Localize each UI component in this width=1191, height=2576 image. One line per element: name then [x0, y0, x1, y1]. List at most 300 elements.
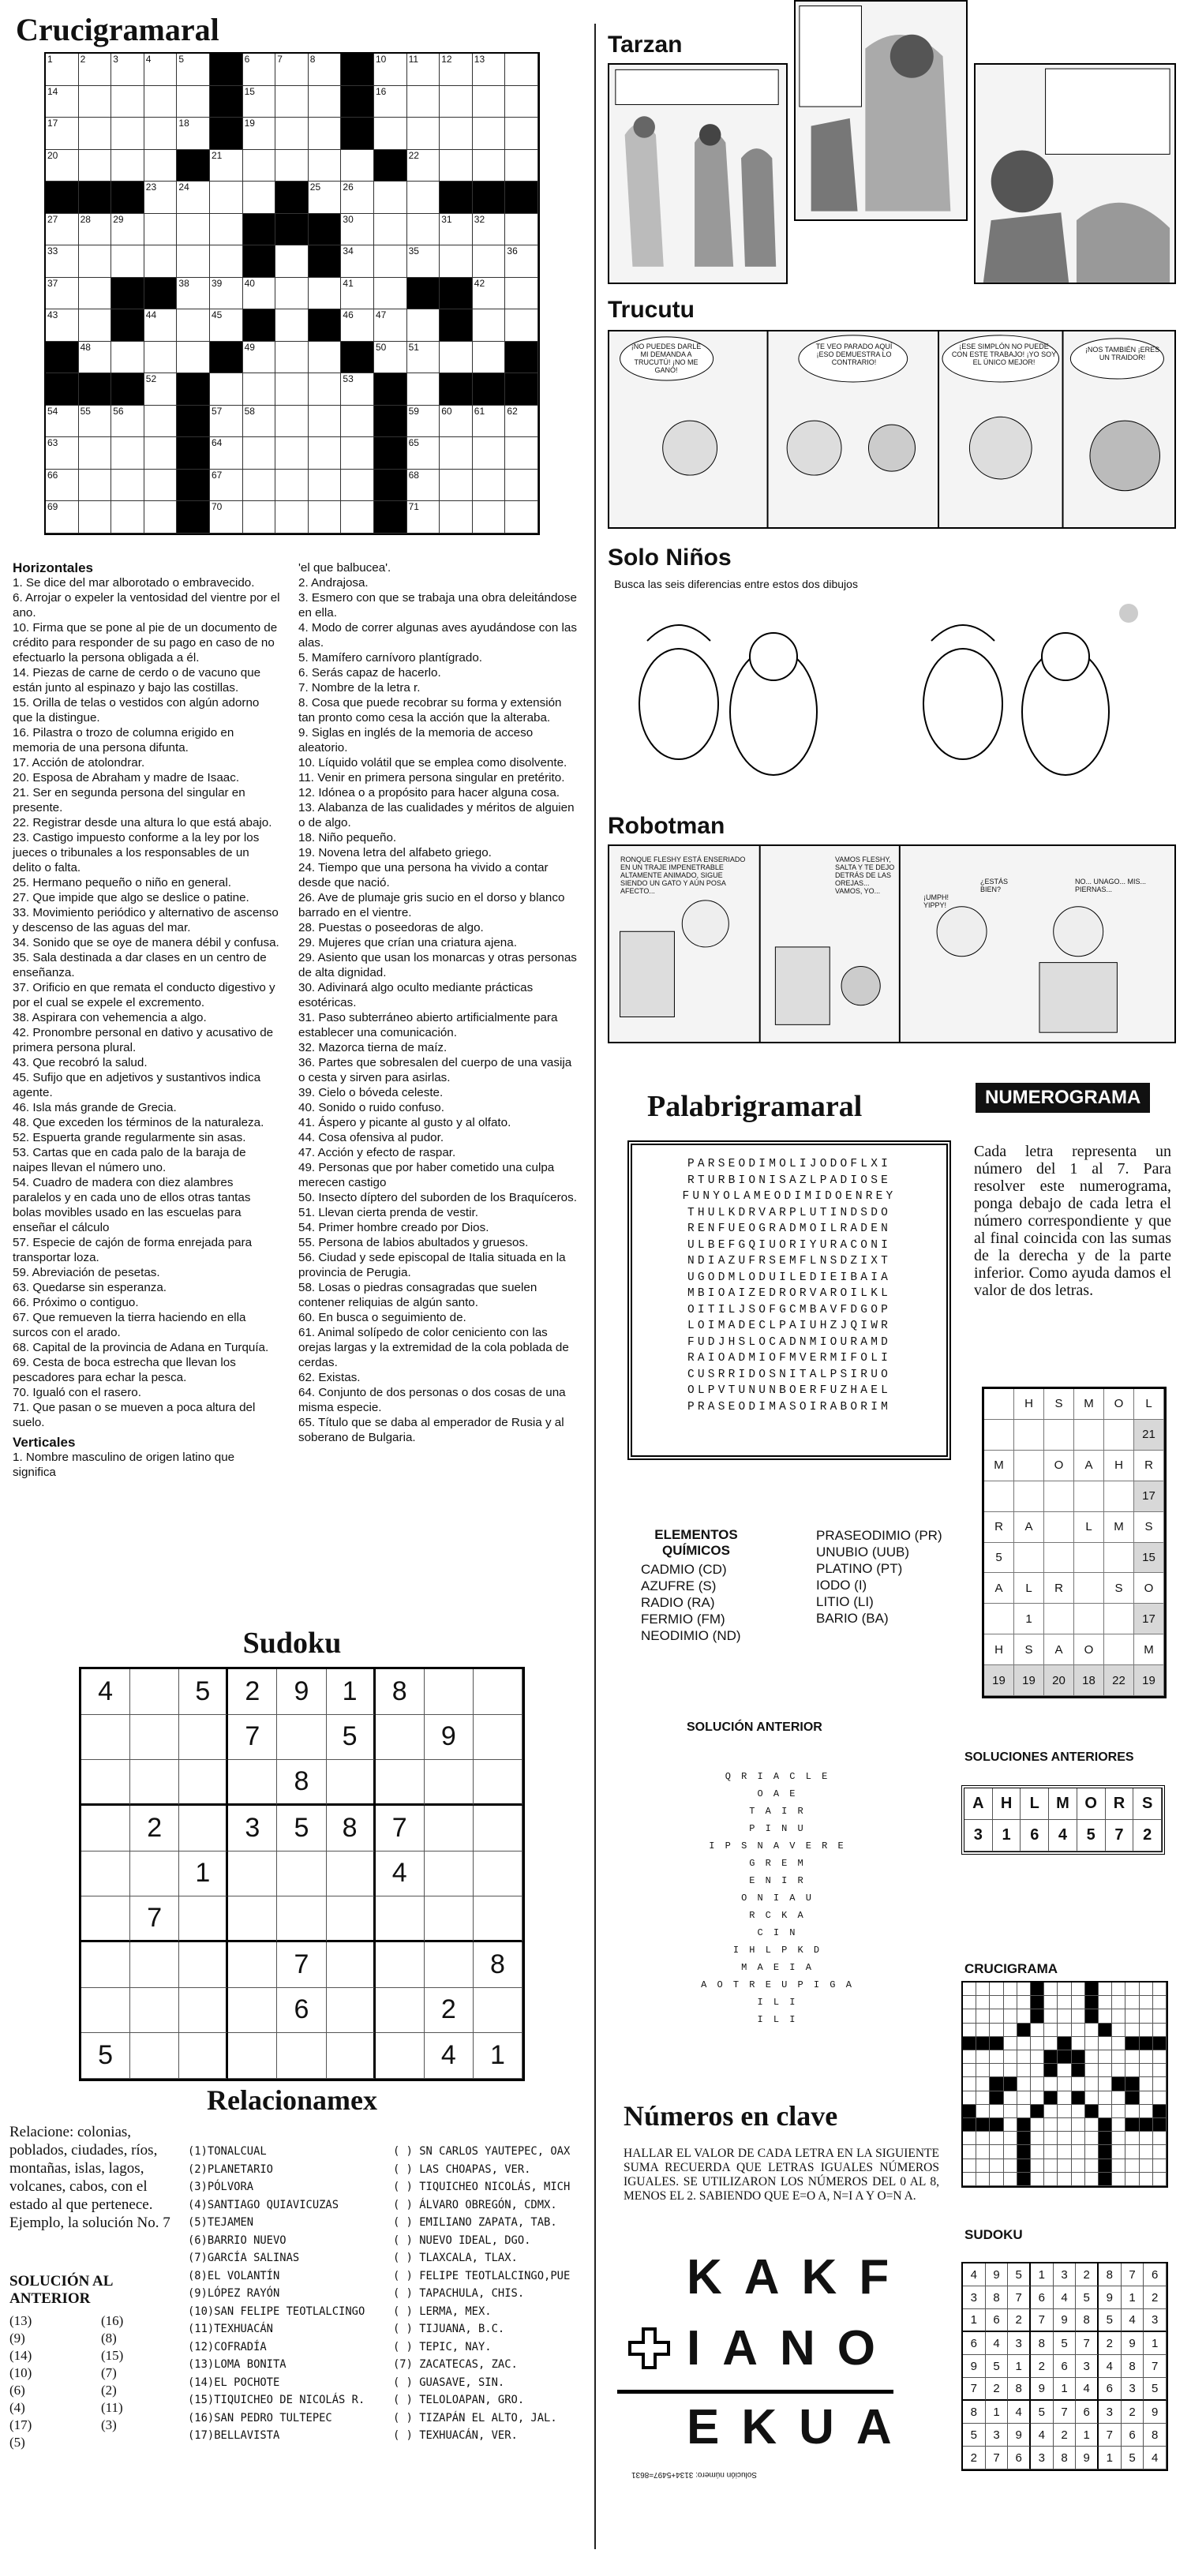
crossword-cell[interactable] — [243, 373, 276, 406]
sudoku-cell[interactable] — [228, 2033, 277, 2079]
crossword-cell[interactable]: 1 — [46, 54, 79, 86]
crossword-cell[interactable]: 18 — [177, 118, 210, 150]
sudoku-cell[interactable] — [130, 1988, 179, 2034]
crucigrama-solution-cell — [1125, 1983, 1139, 1996]
crossword-cell[interactable]: 11 — [407, 54, 440, 86]
crossword-cell[interactable] — [210, 245, 243, 278]
crossword-grid[interactable] — [44, 52, 540, 535]
crossword-cell[interactable]: 42 — [473, 278, 506, 310]
crossword-cell[interactable] — [407, 214, 440, 246]
sudoku-cell[interactable] — [179, 1760, 228, 1806]
crossword-cell[interactable] — [79, 86, 112, 118]
numerograma-cell[interactable] — [1074, 1420, 1104, 1451]
sudoku-cell[interactable] — [130, 1669, 179, 1715]
numerograma-cell: A — [1014, 1512, 1044, 1543]
crossword-cell[interactable]: 35 — [407, 245, 440, 278]
numerograma-cell[interactable] — [1104, 1604, 1134, 1634]
sudoku-cell[interactable] — [228, 1896, 277, 1942]
numerograma-cell[interactable] — [1044, 1512, 1074, 1543]
numerograma-cell[interactable] — [1044, 1604, 1074, 1634]
sudoku-cell[interactable] — [425, 1852, 474, 1897]
crossword-cell[interactable] — [144, 501, 178, 534]
numerograma-cell[interactable] — [1074, 1543, 1104, 1574]
crossword-cell[interactable] — [210, 214, 243, 246]
sudoku-cell[interactable] — [130, 1852, 179, 1897]
crossword-cell[interactable] — [341, 437, 374, 470]
crossword-cell[interactable] — [505, 86, 538, 118]
sudoku-cell[interactable] — [327, 2033, 376, 2079]
crossword-cell[interactable] — [407, 309, 440, 342]
numerograma-cell[interactable] — [984, 1420, 1014, 1451]
sudoku-cell[interactable] — [179, 1715, 228, 1761]
sudoku-cell[interactable] — [327, 1896, 376, 1942]
crucigrama-solution-cell — [1004, 2009, 1017, 2023]
sudoku-cell[interactable] — [277, 1715, 326, 1761]
crossword-cell[interactable]: 67 — [210, 470, 243, 502]
crucigrama-solution-cell — [1017, 2105, 1031, 2118]
sudoku-cell[interactable] — [327, 1760, 376, 1806]
crossword-cell[interactable] — [505, 214, 538, 246]
crossword-cell[interactable] — [79, 278, 112, 310]
crossword-cell[interactable] — [505, 278, 538, 310]
crossword-cell[interactable]: 68 — [407, 470, 440, 502]
crossword-cell[interactable] — [144, 437, 178, 470]
sudoku-cell[interactable] — [376, 2033, 425, 2079]
clue-horizontal: 21. Ser en segunda persona del singular en presente. — [13, 786, 245, 814]
sudoku-cell[interactable] — [228, 1852, 277, 1897]
crossword-cell[interactable]: 55 — [79, 406, 112, 438]
crossword-cell[interactable] — [341, 406, 374, 438]
sudoku-cell[interactable] — [228, 1760, 277, 1806]
robotman-bubble-5: NO... UNAGO... MIS... PIERNAS... — [1075, 878, 1147, 893]
crossword-cell[interactable] — [111, 342, 144, 374]
crossword-cell[interactable] — [275, 150, 309, 182]
numerograma-cell[interactable] — [1074, 1604, 1104, 1634]
crossword-cell[interactable] — [341, 501, 374, 534]
crossword-cell[interactable] — [111, 501, 144, 534]
crossword-cell[interactable] — [111, 118, 144, 150]
crossword-cell[interactable]: 34 — [341, 245, 374, 278]
crossword-cell[interactable]: 2 — [79, 54, 112, 86]
crossword-cell[interactable]: 46 — [341, 309, 374, 342]
numerograma-solution-cell: O — [1077, 1788, 1106, 1820]
crossword-cell[interactable] — [275, 342, 309, 374]
crossword-cell[interactable]: 38 — [177, 278, 210, 310]
crossword-cell[interactable]: 70 — [210, 501, 243, 534]
crossword-cell[interactable]: 48 — [79, 342, 112, 374]
crossword-cell[interactable]: 69 — [46, 501, 79, 534]
crossword-cell[interactable]: 65 — [407, 437, 440, 470]
crossword-cell[interactable]: 45 — [210, 309, 243, 342]
crossword-cell[interactable]: 63 — [46, 437, 79, 470]
numerograma-cell[interactable] — [1074, 1481, 1104, 1512]
crossword-cell[interactable] — [243, 437, 276, 470]
crossword-cell[interactable]: 62 — [505, 406, 538, 438]
crossword-cell[interactable] — [473, 309, 506, 342]
crossword-cell[interactable]: 31 — [440, 214, 473, 246]
crossword-cell[interactable]: 13 — [473, 54, 506, 86]
crossword-cell[interactable] — [505, 309, 538, 342]
crossword-cell[interactable]: 14 — [46, 86, 79, 118]
crossword-cell[interactable]: 16 — [374, 86, 407, 118]
crossword-cell[interactable] — [309, 278, 342, 310]
crossword-cell[interactable]: 36 — [505, 245, 538, 278]
sudoku-cell[interactable] — [179, 1896, 228, 1942]
sudoku-cell[interactable] — [376, 1760, 425, 1806]
relacionamex-state: ( ) LERMA, MEX. — [393, 2305, 492, 2318]
crucigrama-solution-cell — [963, 1983, 976, 1996]
crossword-cell[interactable] — [505, 501, 538, 534]
crossword-cell[interactable] — [79, 118, 112, 150]
crossword-cell[interactable] — [473, 86, 506, 118]
sudoku-cell[interactable] — [81, 1942, 130, 1988]
crossword-cell[interactable]: 57 — [210, 406, 243, 438]
numerograma-cell[interactable] — [1014, 1420, 1044, 1451]
numerograma-cell[interactable] — [1044, 1420, 1074, 1451]
sudoku-cell[interactable] — [474, 1760, 522, 1806]
crossword-cell[interactable]: 43 — [46, 309, 79, 342]
relacionamex-right-list[interactable] — [393, 2143, 570, 2445]
crossword-cell[interactable] — [144, 86, 178, 118]
crossword-cell[interactable] — [407, 118, 440, 150]
numerograma-grid[interactable] — [982, 1387, 1167, 1698]
crossword-cell[interactable] — [473, 150, 506, 182]
crossword-cell[interactable]: 52 — [144, 373, 178, 406]
crossword-cell[interactable]: 19 — [243, 118, 276, 150]
crossword-cell[interactable] — [275, 86, 309, 118]
crossword-cell[interactable]: 56 — [111, 406, 144, 438]
crossword-cell[interactable] — [111, 245, 144, 278]
sudoku-cell[interactable] — [425, 1942, 474, 1988]
crossword-cell[interactable] — [144, 406, 178, 438]
crossword-cell[interactable]: 66 — [46, 470, 79, 502]
crossword-cell[interactable] — [210, 373, 243, 406]
crossword-cell[interactable]: 22 — [407, 150, 440, 182]
crossword-cell[interactable] — [309, 373, 342, 406]
sudoku-cell[interactable] — [277, 1852, 326, 1897]
sudoku-cell[interactable] — [327, 1942, 376, 1988]
crossword-cell[interactable] — [440, 342, 473, 374]
crossword-cell[interactable] — [243, 150, 276, 182]
crossword-cell[interactable] — [144, 214, 178, 246]
crossword-cell[interactable]: 54 — [46, 406, 79, 438]
crossword-cell[interactable]: 49 — [243, 342, 276, 374]
crossword-cell[interactable] — [374, 182, 407, 214]
crossword-cell[interactable]: 53 — [341, 373, 374, 406]
crossword-cell[interactable] — [440, 118, 473, 150]
clue-horizontal: 1. Se dice del mar alborotado o embravecido. — [13, 576, 255, 590]
crossword-cell[interactable] — [275, 245, 309, 278]
crossword-cell[interactable] — [505, 54, 538, 86]
crossword-cell[interactable]: 26 — [341, 182, 374, 214]
crossword-cell[interactable] — [177, 245, 210, 278]
sudoku-cell[interactable] — [474, 1715, 522, 1761]
crossword-cell[interactable]: 61 — [473, 406, 506, 438]
numerograma-cell[interactable] — [1044, 1543, 1074, 1574]
numerograma-cell[interactable] — [1014, 1451, 1044, 1481]
crossword-cell[interactable]: 47 — [374, 309, 407, 342]
numerograma-cell[interactable] — [1014, 1481, 1044, 1512]
crossword-cell[interactable] — [440, 245, 473, 278]
crossword-cell[interactable] — [177, 342, 210, 374]
crossword-cell[interactable] — [309, 150, 342, 182]
crucigrama-solution-cell — [1153, 2050, 1167, 2064]
crossword-cell[interactable]: 29 — [111, 214, 144, 246]
crossword-cell[interactable]: 12 — [440, 54, 473, 86]
crossword-cell[interactable] — [309, 86, 342, 118]
sudoku-cell[interactable] — [81, 1806, 130, 1852]
crossword-cell[interactable] — [309, 118, 342, 150]
sudoku-cell[interactable] — [130, 2033, 179, 2079]
crossword-cell[interactable] — [111, 86, 144, 118]
crossword-cell[interactable] — [111, 437, 144, 470]
crossword-cell[interactable] — [111, 150, 144, 182]
crossword-cell[interactable]: 7 — [275, 54, 309, 86]
sudoku-cell[interactable] — [81, 1715, 130, 1761]
crossword-cell[interactable]: 41 — [341, 278, 374, 310]
word-search-grid[interactable] — [627, 1140, 951, 1460]
clue-vertical: 29. Asiento que usan los monarcas y otras personas de alta dignidad. — [298, 951, 577, 979]
crossword-cell[interactable] — [144, 118, 178, 150]
sudoku-cell[interactable] — [81, 1988, 130, 2034]
crossword-cell[interactable] — [374, 278, 407, 310]
numerograma-cell[interactable] — [1104, 1420, 1134, 1451]
crossword-cell[interactable] — [440, 470, 473, 502]
crossword-cell[interactable] — [79, 501, 112, 534]
crucigrama-solution-grid — [961, 1981, 1168, 2188]
crucigrama-solution-cell — [1125, 2009, 1139, 2023]
solo-ninos-art — [616, 593, 1168, 795]
crossword-cell[interactable] — [275, 278, 309, 310]
crossword-cell[interactable] — [275, 118, 309, 150]
crossword-cell[interactable] — [210, 182, 243, 214]
crossword-cell[interactable]: 44 — [144, 309, 178, 342]
crossword-cell[interactable]: 58 — [243, 406, 276, 438]
crossword-cell[interactable] — [341, 150, 374, 182]
sudoku-cell[interactable] — [425, 1669, 474, 1715]
sudoku-cell[interactable] — [130, 1942, 179, 1988]
crossword-cell[interactable]: 32 — [473, 214, 506, 246]
crossword-cell[interactable] — [275, 309, 309, 342]
crossword-cell[interactable]: 15 — [243, 86, 276, 118]
crossword-cell[interactable]: 17 — [46, 118, 79, 150]
sudoku-solution-cell: 6 — [1008, 2447, 1031, 2469]
crossword-cell[interactable]: 51 — [407, 342, 440, 374]
crossword-cell[interactable]: 59 — [407, 406, 440, 438]
relacionamex-solution-item: (7) — [101, 2365, 117, 2380]
crossword-cell[interactable] — [144, 470, 178, 502]
clue-horizontal: 37. Orificio en que remata el conducto digestivo y por el cual se expele el excremento. — [13, 981, 275, 1009]
crossword-cell[interactable]: 23 — [144, 182, 178, 214]
numerograma-solution-cell: 5 — [1077, 1820, 1106, 1852]
sudoku-solution-cell: 7 — [1031, 2309, 1054, 2332]
relacionamex-place: (2)PLANETARIO — [188, 2162, 273, 2176]
crossword-cell[interactable]: 3 — [111, 54, 144, 86]
crossword-cell[interactable] — [309, 437, 342, 470]
sudoku-cell[interactable] — [81, 1760, 130, 1806]
crossword-cell[interactable] — [144, 342, 178, 374]
numerograma-cell[interactable] — [984, 1604, 1014, 1634]
crossword-cell[interactable] — [505, 470, 538, 502]
numerograma-cell[interactable] — [1044, 1481, 1074, 1512]
crossword-cell[interactable]: 20 — [46, 150, 79, 182]
crossword-cell[interactable] — [407, 86, 440, 118]
crossword-cell[interactable] — [79, 437, 112, 470]
clue-horizontal: 27. Que impide que algo se deslice o patine. — [13, 891, 249, 904]
crossword-cell[interactable]: 33 — [46, 245, 79, 278]
crossword-cell[interactable] — [275, 437, 309, 470]
crossword-cell[interactable]: 28 — [79, 214, 112, 246]
crossword-cell[interactable] — [473, 118, 506, 150]
numerograma-cell[interactable] — [1104, 1481, 1134, 1512]
crossword-cell[interactable] — [440, 437, 473, 470]
crossword-cell[interactable]: 21 — [210, 150, 243, 182]
element-item: NEODIMIO (ND) — [641, 1628, 741, 1643]
crossword-cell[interactable]: 64 — [210, 437, 243, 470]
crucigrama-solution-cell — [1004, 2132, 1017, 2145]
crucigrama-solution-cell — [1140, 2132, 1153, 2145]
numerograma-cell[interactable] — [984, 1389, 1014, 1420]
crossword-cell[interactable] — [243, 501, 276, 534]
sudoku-cell[interactable] — [228, 1942, 277, 1988]
crossword-cell[interactable]: 8 — [309, 54, 342, 86]
crossword-cell[interactable]: 50 — [374, 342, 407, 374]
crossword-cell[interactable] — [374, 214, 407, 246]
crossword-cell[interactable] — [341, 470, 374, 502]
crossword-cell[interactable] — [111, 470, 144, 502]
crossword-black-cell — [177, 437, 210, 470]
numerograma-solution-cell: A — [964, 1788, 993, 1820]
crossword-cell[interactable] — [275, 470, 309, 502]
crossword-cell[interactable]: 24 — [177, 182, 210, 214]
numerograma-cell[interactable] — [1104, 1634, 1134, 1665]
sudoku-cell[interactable] — [277, 1896, 326, 1942]
crossword-cell[interactable] — [79, 150, 112, 182]
tarzan-panel-3-art — [976, 65, 1174, 283]
sudoku-cell[interactable] — [179, 1988, 228, 2034]
sudoku-grid[interactable] — [79, 1667, 525, 2081]
sudoku-cell[interactable] — [179, 2033, 228, 2079]
sudoku-cell[interactable] — [376, 1988, 425, 2034]
crossword-cell[interactable] — [473, 470, 506, 502]
crossword-cell[interactable] — [79, 309, 112, 342]
numerograma-cell[interactable] — [1104, 1543, 1134, 1574]
clue-horizontal: 66. Próximo o contiguo. — [13, 1296, 139, 1309]
sudoku-cell[interactable] — [277, 2033, 326, 2079]
sudoku-cell[interactable] — [130, 1760, 179, 1806]
crossword-cell[interactable]: 39 — [210, 278, 243, 310]
numerograma-cell[interactable] — [1014, 1543, 1044, 1574]
clue-vertical: 19. Novena letra del alfabeto griego. — [298, 846, 492, 859]
crossword-cell[interactable] — [309, 342, 342, 374]
crossword-cell[interactable] — [440, 501, 473, 534]
sudoku-cell[interactable] — [425, 1806, 474, 1852]
crossword-cell[interactable]: 30 — [341, 214, 374, 246]
crossword-cell[interactable] — [177, 214, 210, 246]
sudoku-cell[interactable] — [376, 1715, 425, 1761]
crossword-cell[interactable] — [144, 245, 178, 278]
crossword-cell[interactable]: 71 — [407, 501, 440, 534]
crossword-cell[interactable] — [275, 373, 309, 406]
sudoku-cell[interactable] — [81, 1896, 130, 1942]
crossword-cell[interactable] — [243, 182, 276, 214]
clue-horizontal: 25. Hermano pequeño o niño en general. — [13, 876, 231, 889]
crossword-cell[interactable] — [79, 470, 112, 502]
sudoku-solution-cell: 4 — [986, 2332, 1009, 2355]
sudoku-cell[interactable] — [474, 1669, 522, 1715]
crossword-cell[interactable]: 25 — [309, 182, 342, 214]
crossword-cell[interactable]: 10 — [374, 54, 407, 86]
crossword-cell[interactable] — [407, 373, 440, 406]
sudoku-cell[interactable] — [474, 1988, 522, 2034]
crossword-cell[interactable] — [407, 182, 440, 214]
sudoku-cell[interactable] — [81, 1852, 130, 1897]
crossword-cell[interactable]: 5 — [177, 54, 210, 86]
numerograma-cell[interactable] — [984, 1481, 1014, 1512]
crossword-cell[interactable]: 37 — [46, 278, 79, 310]
word-search-solution-row: E N I R — [749, 1875, 806, 1886]
sudoku-cell[interactable] — [474, 1852, 522, 1897]
crossword-cell[interactable] — [440, 86, 473, 118]
crucigrama-solution-cell — [1125, 2159, 1139, 2173]
crossword-cell[interactable] — [505, 437, 538, 470]
crossword-cell[interactable] — [243, 470, 276, 502]
sudoku-cell[interactable] — [327, 1852, 376, 1897]
crossword-cell[interactable] — [374, 245, 407, 278]
clue-vertical: 11. Venir en primera persona singular en pretérito. — [298, 771, 565, 784]
sudoku-cell[interactable] — [179, 1806, 228, 1852]
crossword-cell[interactable]: 6 — [243, 54, 276, 86]
crossword-cell[interactable] — [177, 309, 210, 342]
crossword-cell[interactable] — [144, 150, 178, 182]
crossword-cell[interactable] — [309, 406, 342, 438]
crossword-cell[interactable]: 60 — [440, 406, 473, 438]
crossword-cell[interactable] — [440, 150, 473, 182]
crossword-cell[interactable] — [79, 245, 112, 278]
numerograma-cell[interactable] — [1074, 1573, 1104, 1604]
sudoku-cell[interactable] — [376, 1896, 425, 1942]
crossword-cell[interactable] — [309, 501, 342, 534]
crossword-cell[interactable] — [177, 86, 210, 118]
crossword-cell[interactable] — [374, 118, 407, 150]
sudoku-cell[interactable] — [327, 1988, 376, 2034]
crossword-cell[interactable] — [309, 470, 342, 502]
sudoku-cell[interactable] — [425, 1760, 474, 1806]
sudoku-cell[interactable] — [474, 1896, 522, 1942]
crossword-cell[interactable]: 4 — [144, 54, 178, 86]
crossword-cell[interactable] — [275, 406, 309, 438]
tarzan-panel-1 — [608, 63, 788, 284]
crossword-cell[interactable] — [473, 501, 506, 534]
sudoku-cell[interactable] — [228, 1988, 277, 2034]
numerograma-cell: 5 — [984, 1543, 1014, 1574]
clue-vertical: 13. Alabanza de las cualidades y méritos de alguien o de algo. — [298, 801, 575, 829]
sudoku-cell[interactable] — [376, 1942, 425, 1988]
crossword-cell[interactable] — [473, 342, 506, 374]
crossword-cell[interactable] — [275, 501, 309, 534]
clue-vertical: 51. Llevan cierta prenda de vestir. — [298, 1206, 478, 1219]
crossword-cell[interactable]: 40 — [243, 278, 276, 310]
crossword-cell[interactable] — [473, 245, 506, 278]
crossword-cell[interactable] — [505, 118, 538, 150]
sudoku-cell[interactable] — [474, 1806, 522, 1852]
sudoku-cell[interactable] — [130, 1715, 179, 1761]
crossword-cell[interactable] — [473, 437, 506, 470]
sudoku-cell[interactable] — [179, 1942, 228, 1988]
crossword-cell[interactable]: 27 — [46, 214, 79, 246]
crossword-cell[interactable] — [505, 150, 538, 182]
sudoku-cell[interactable] — [425, 1896, 474, 1942]
